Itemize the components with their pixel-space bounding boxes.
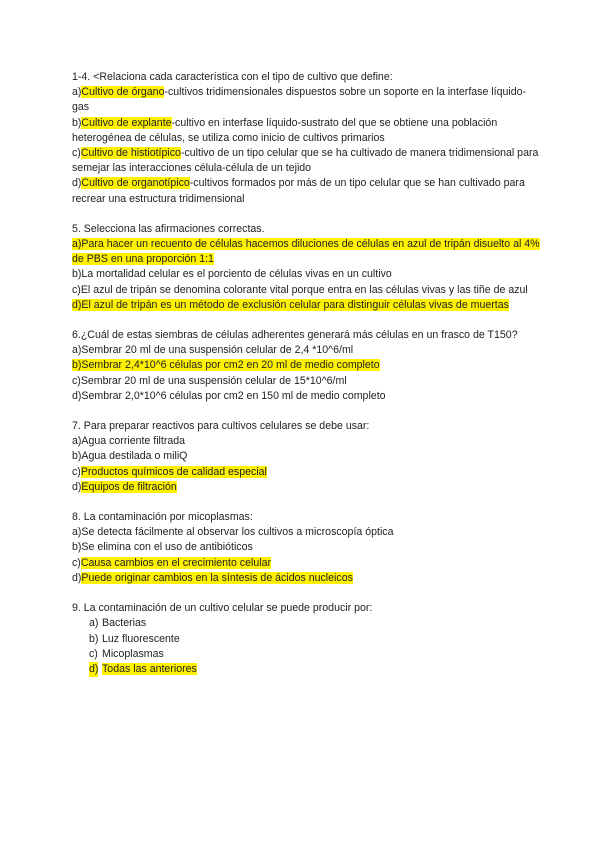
answer-highlight: a)Para hacer un recuento de células hacemos diluciones de células en azul de tripán disuelto al 4% de PBS en una proporción 1:1 [72,238,540,266]
answer-c: c)Sembrar 20 ml de una suspensión celular de 15*10^6/ml [72,374,347,387]
answer-highlight: d)El azul de tripán es un método de exclusión celular para distinguir células vivas de muertas [72,298,509,311]
answer-c [72,556,542,571]
answer-prefix: c) [72,147,81,160]
question-title: 5. Selecciona las afirmaciones correctas. [72,222,265,235]
list-item-text: Todas las anteriores [102,662,197,675]
answer-b: b)La mortalidad celular es el porciento de células vivas en un cultivo [72,268,392,281]
answer-highlight: Cultivo de histiotípico [80,147,181,160]
answer-c [72,465,542,480]
list-item-text: Micoplasmas [102,647,164,660]
answer-text: -cultivos tridimensionales dispuestos sobre un soporte en la interfase líquido-gas [72,86,527,114]
answer-b: b)Se elimina con el uso de antibióticos [72,541,253,554]
list-marker: b) [89,632,99,645]
question-8 [72,510,542,586]
document-page [72,70,542,692]
list-item [72,616,542,631]
answer-highlight: Cultivo de explante [81,116,172,129]
answer-a: a)Se detecta fácilmente al observar los cultivos a microscopía óptica [72,526,394,539]
answer-prefix: c) [72,556,81,569]
answer-b: b)Agua destilada o miliQ [72,450,188,463]
answer-prefix: c) [72,465,81,478]
question-title: 9. La contaminación de un cultivo celular se puede producir por: [72,602,373,615]
answer-highlight: Productos químicos de calidad especial [80,465,267,478]
list-item [72,632,542,647]
answer-d: d)Sembrar 2,0*10^6 células por cm2 en 150 ml de medio completo [72,389,386,402]
answer-a: a)Sembrar 20 ml de una suspensión celular de 2,4 *10^6/ml [72,344,354,357]
question-5 [72,222,542,313]
list-item-text: Luz fluorescente [102,632,180,645]
list-item-text: Bacterias [102,617,147,630]
answer-b [72,358,542,373]
list-marker: c) [89,647,98,660]
answer-text: -cultivo de un tipo celular que se ha cultivado de manera tridimensional para semejar las interacciones célula-célula de un tejido [72,147,539,175]
answer-a [72,85,542,115]
list-item [72,647,542,662]
answer-prefix: d) [72,571,82,584]
answer-a [72,237,542,267]
question-title: 6.¿Cuál de estas siembras de células adherentes generará más células en un frasco de T150? [72,329,518,342]
question-title: 7. Para preparar reactivos para cultivos celulares se debe usar: [72,420,370,433]
answer-highlight: Equipos de filtración [81,480,177,493]
question-9 [72,601,542,677]
question-title: 8. La contaminación por micoplasmas: [72,511,253,524]
answer-prefix: b) [72,116,82,129]
answer-highlight: b)Sembrar 2,4*10^6 células por cm2 en 20 ml de medio completo [72,359,380,372]
answer-prefix: a) [72,86,82,99]
answer-highlight: Cultivo de organotípico [81,177,190,190]
answer-prefix: d) [72,177,82,190]
answer-prefix: d) [72,480,82,493]
answer-highlight: Causa cambios en el crecimiento celular [80,556,272,569]
answer-c: c)El azul de tripán se denomina colorante vital porque entra en las células vivas y las tiñe de azul [72,283,528,296]
question-title: 1-4. <Relaciona cada característica con el tipo de cultivo que define: [72,71,393,83]
list-marker: a) [89,617,99,630]
answer-highlight: Cultivo de órgano [81,86,165,99]
answer-c [72,146,542,176]
question-1-4 [72,70,542,207]
list-marker: d) [89,662,98,677]
list-item [72,662,542,677]
answer-d [72,571,542,586]
answer-d [72,176,542,206]
answer-text: -cultivo en interfase líquido-sustrato del que se obtiene una población heterogénea de células, se utiliza como inicio de cultivos primarios [72,116,498,144]
answer-list [72,616,542,677]
answer-a: a)Agua corriente filtrada [72,435,186,448]
answer-b [72,116,542,146]
question-6 [72,328,542,404]
question-7 [72,419,542,495]
answer-text: -cultivos formados por más de un tipo celular que se han cultivado para recrear una estructura tridimensional [72,177,525,205]
answer-d [72,298,542,313]
answer-highlight: Puede originar cambios en la síntesis de ácidos nucleicos [81,571,353,584]
answer-d [72,480,542,495]
